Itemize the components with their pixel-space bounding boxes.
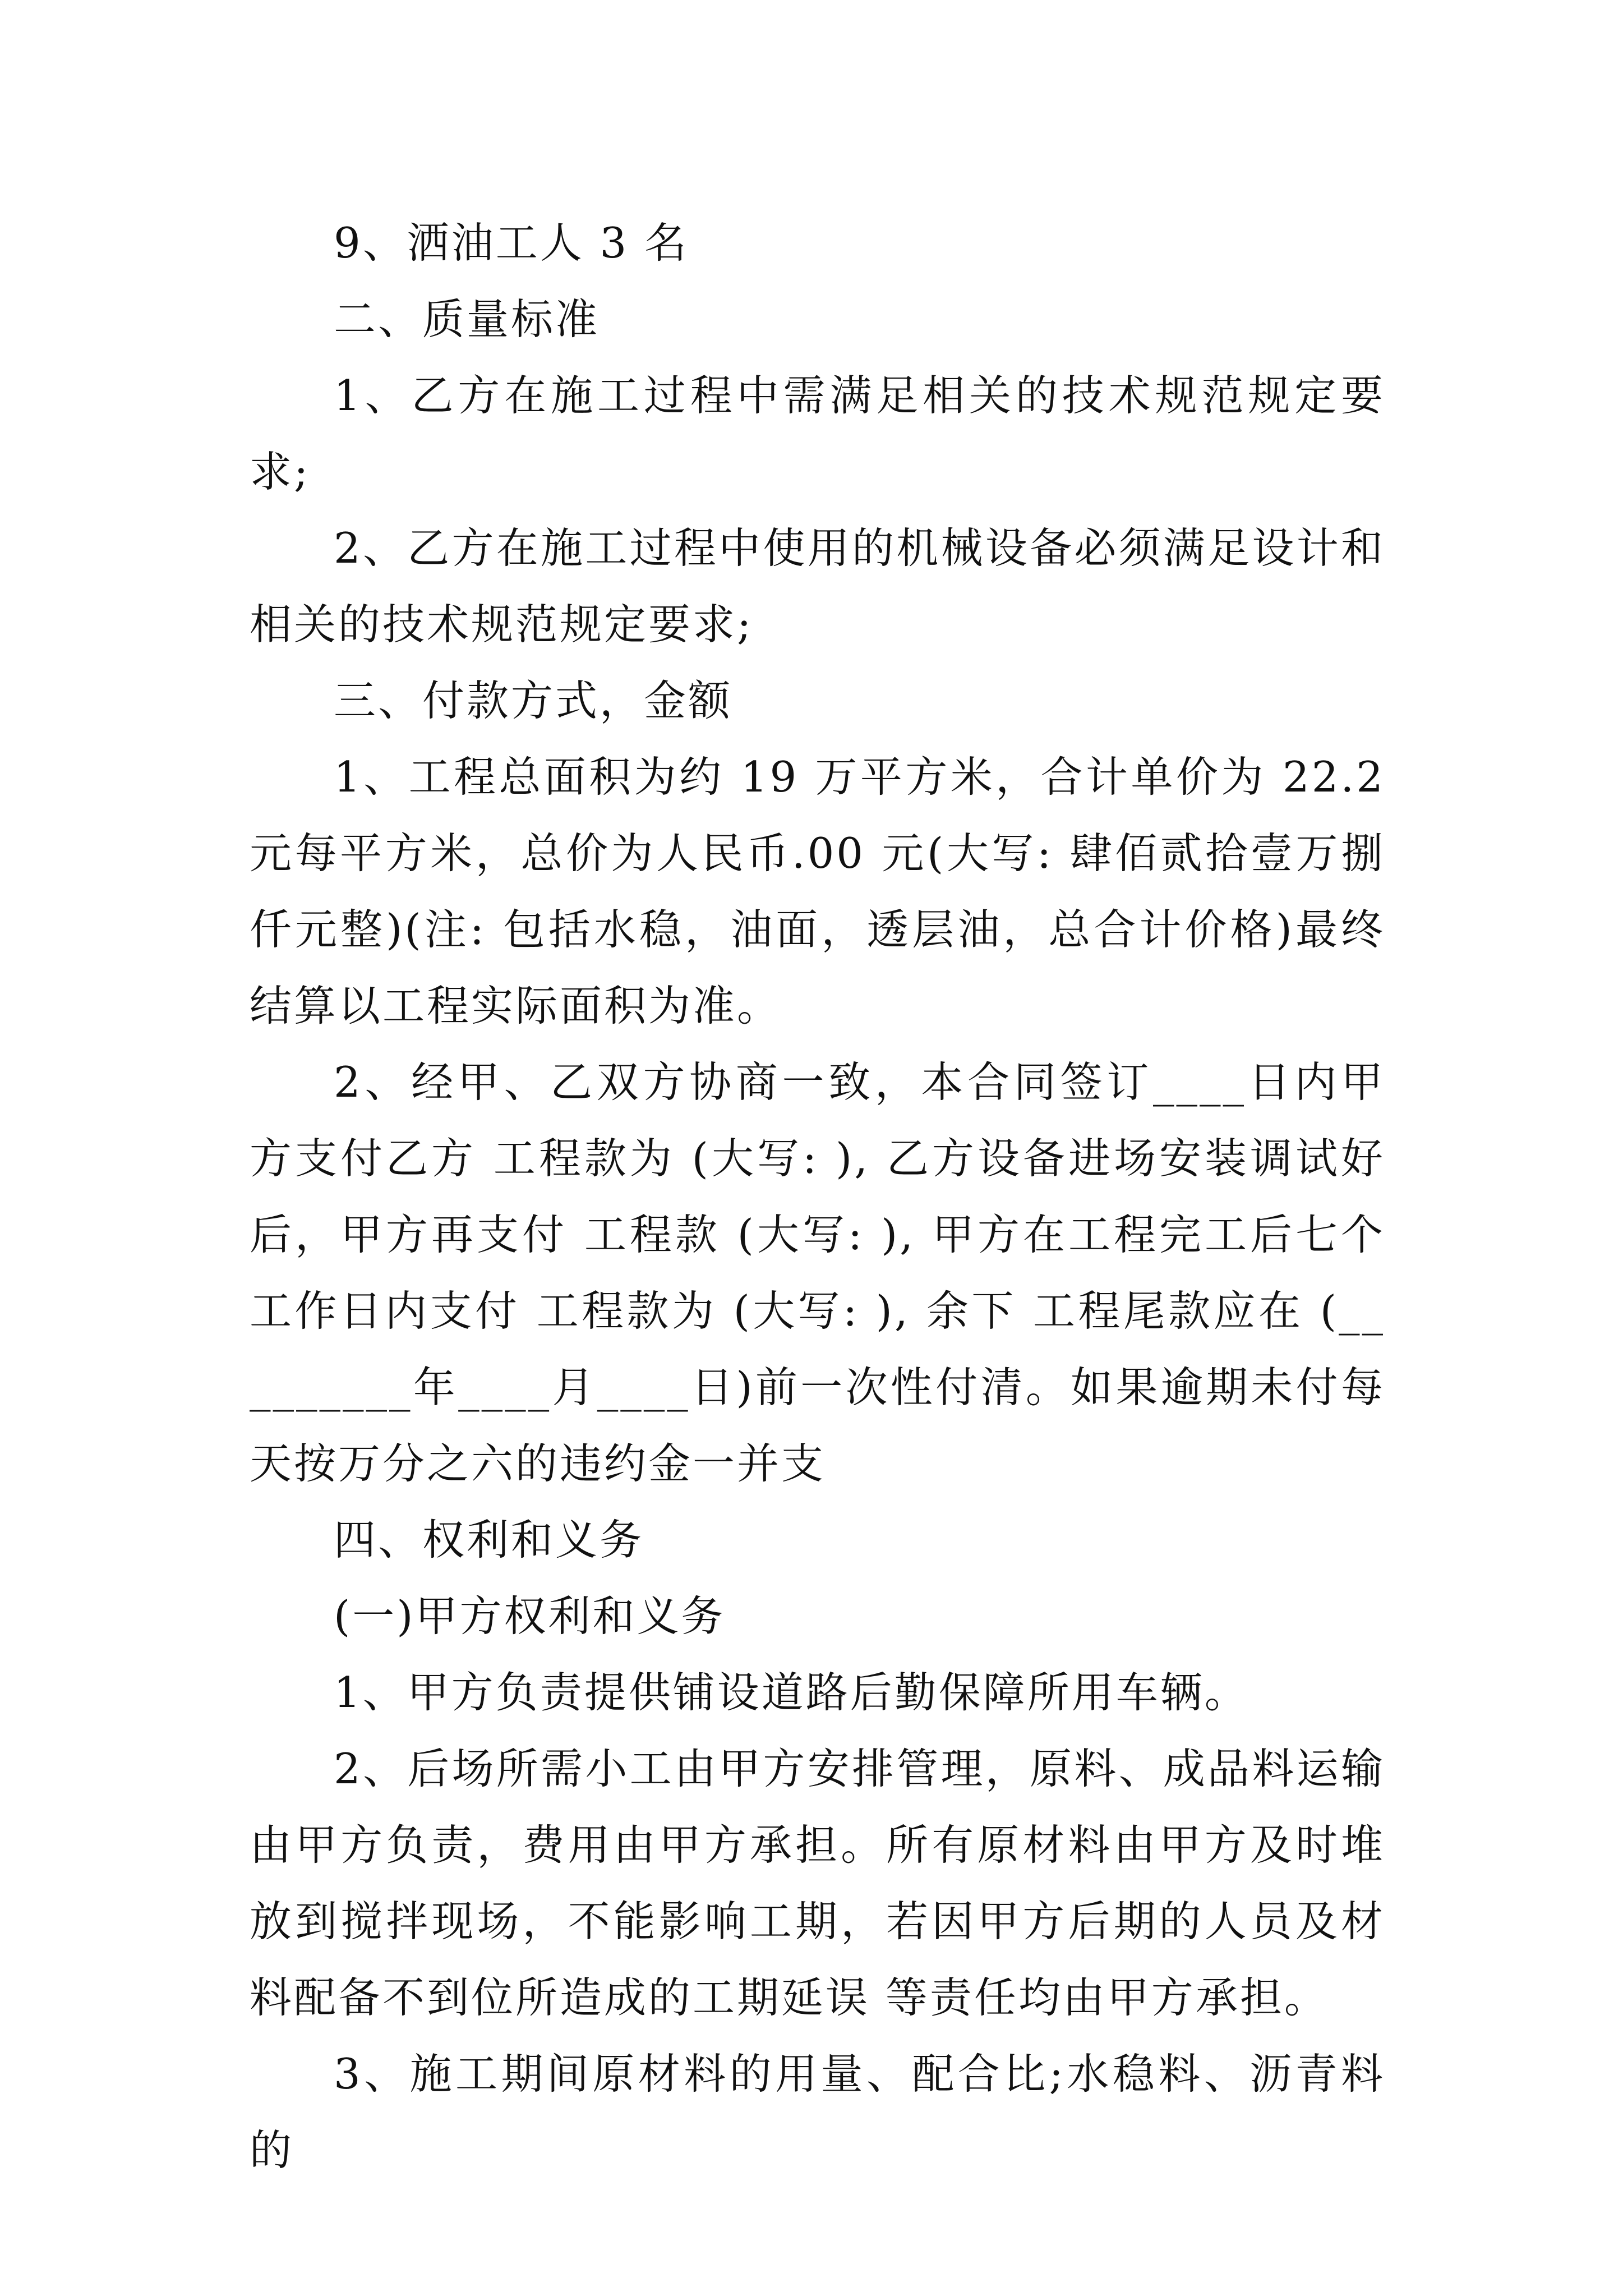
paragraph-party-a-2: 2、后场所需小工由甲方安排管理，原料、成品料运输由甲方负责，费用由甲方承担。所有原材料由甲方及时堆放到搅拌现场，不能影响工期，若因甲方后期的人员及材料配备不到位所造成的工期延误 等责任均由甲方承担。 [250,1744,1385,2022]
paragraph-quality-1: 1、乙方在施工过程中需满足相关的技术规范规定要求; [250,371,1385,496]
subsection-heading-party-a: (一)甲方权利和义务 [334,1591,726,1641]
paragraph-payment-2: 2、经甲、乙双方协商一致，本合同签订____日内甲方支付乙方 工程款为 (大写: ), 乙方设备进场安装调试好后，甲方再支付 工程款 (大写: ), 甲方在工程完工后七个工作日内支付 工程款为 (大写: ), 余下 工程尾款应在 (_________年____月____日)前一次性付清。如果逾期未付每天按万分之六的违约金一并支 [250,1057,1385,1488]
section-heading-payment: 三、付款方式，金额 [334,676,733,725]
document-body [250,205,1385,2188]
paragraph-payment-1: 1、工程总面积为约 19 万平方米，合计单价为 22.2 元每平方米，总价为人民币.00 元(大写: 肆佰贰拾壹万捌仟元整)(注: 包括水稳，油面，透层油，总合计价格)最终结算以工程实际面积为准。 [250,752,1385,1030]
paragraph-party-a-1: 1、甲方负责提供铺设道路后勤保障所用车辆。 [334,1668,1249,1717]
paragraph-quality-2: 2、乙方在施工过程中使用的机械设备必须满足设计和相关的技术规范规定要求; [250,523,1385,649]
paragraph-party-a-3: 3、施工期间原材料的用量、配合比;水稳料、沥青料的 [250,2049,1385,2175]
paragraph-item-9-oil-sprayer: 9、洒油工人 3 名 [334,218,689,268]
section-heading-rights-obligations: 四、权利和义务 [334,1515,644,1565]
section-heading-quality-standard: 二、质量标准 [334,295,600,344]
